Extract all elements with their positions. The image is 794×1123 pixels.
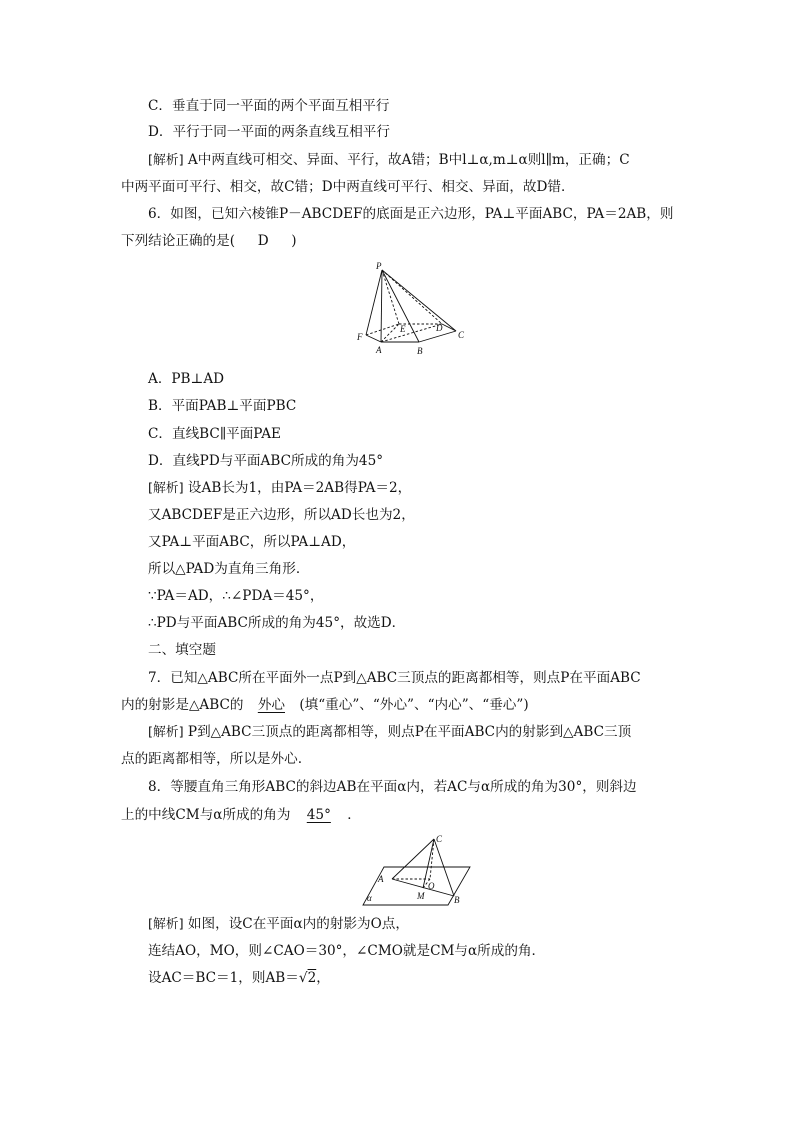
q8-answer: 45°: [306, 807, 331, 823]
label-f: F: [357, 332, 363, 342]
pyramid-figure: [352, 260, 470, 360]
q7-answer: 外心: [257, 697, 285, 713]
label-m: M: [417, 891, 425, 901]
q8-analysis-text-3-end: ，: [316, 970, 330, 986]
label-c2: C: [436, 834, 443, 844]
edge-pe: [382, 270, 399, 324]
label-b: B: [417, 346, 423, 356]
q5-analysis-line-2: 中两平面可平行、相交，故C错；D中两直线可平行、相交、异面，故D错．: [121, 179, 575, 195]
analysis-tag: [解析]: [148, 917, 184, 932]
q6-analysis-line-3: 又PA⊥平面ABC，所以PA⊥AD，: [148, 534, 356, 550]
q6-analysis-text-1: 设AB长为1，由PA＝2AB得PA＝2，: [187, 480, 412, 496]
label-e: E: [400, 324, 406, 334]
q6-option-b: B．平面PAB⊥平面PBC: [148, 398, 297, 414]
segment-co: [430, 839, 434, 879]
q6-analysis-line-4: 所以△PAD为直角三角形．: [148, 561, 310, 577]
q6-answer: D: [257, 233, 269, 249]
label-c: C: [458, 330, 465, 340]
q6-stem-text: 下列结论正确的是(: [121, 233, 236, 249]
q6-analysis-line-5: ∵PA＝AD，∴∠PDA＝45°，: [148, 588, 324, 604]
q5-analysis-text-1: A中两直线可相交、异面、平行，故A错；B中l⊥α,m⊥α则l∥m，正确；C: [187, 152, 630, 168]
q5-option-c: C．垂直于同一平面的两个平面互相平行: [148, 98, 390, 114]
q5-analysis-line-1: [148, 150, 630, 171]
sqrt-symbol: √: [298, 970, 308, 986]
q6-option-d: D．直线PD与平面ABC所成的角为45°: [148, 453, 384, 469]
edge-fa: [366, 335, 381, 342]
q7-stem-line-2: [121, 695, 529, 715]
label-a: A: [376, 345, 382, 355]
q6-analysis-line-1: [148, 478, 411, 499]
q6-stem-close: ): [291, 233, 297, 249]
q8-stem-end: ．: [347, 807, 361, 823]
label-o: O: [428, 881, 435, 891]
q7-stem-text: 内的射影是△ABC的: [121, 697, 244, 713]
q6-stem-line-1: 6．如图，已知六棱锥P－ABCDEF的底面是正六边形，PA⊥平面ABC，PA＝2AB，则: [148, 206, 674, 222]
q5-option-d: D．平行于同一平面的两条直线互相平行: [148, 124, 390, 140]
segment-ca: [392, 839, 434, 879]
q8-analysis-line-2: 连结AO，MO，则∠CAO＝30°，∠CMO就是CM与α所成的角．: [148, 943, 546, 959]
q8-stem-text: 上的中线CM与α所成的角为: [121, 807, 291, 823]
q8-analysis-text-1: 如图，设C在平面α内的射影为O点，: [187, 916, 409, 932]
pyramid-diagram: [352, 260, 470, 360]
q6-option-a: A．PB⊥AD: [148, 371, 225, 387]
q8-analysis-text-3: 设AC＝BC＝1，则AB＝: [148, 970, 299, 986]
edge-pa: [381, 270, 382, 342]
label-p: P: [376, 261, 382, 271]
q7-analysis-line-2: 点的距离都相等，所以是外心.: [121, 751, 303, 767]
edge-pd: [382, 270, 442, 324]
q7-analysis-line-1: [148, 722, 631, 743]
q6-analysis-line-2: 又ABCDEF是正六边形，所以AD长也为2，: [148, 507, 415, 523]
q8-stem-line-2: [121, 805, 361, 825]
label-alpha: α: [367, 893, 372, 903]
label-b2: B: [454, 895, 460, 905]
segment-cb: [434, 839, 454, 896]
q6-stem-line-2: [121, 231, 297, 251]
q8-stem-line-1: 8．等腰直角三角形ABC的斜边AB在平面α内，若AC与α所成的角为30°，则斜边: [148, 779, 637, 795]
q7-stem-hint: (填“重心”、“外心”、“内心”、“垂心”): [299, 697, 529, 713]
plane-diagram: [362, 831, 474, 909]
sqrt-radicand: 2: [307, 970, 317, 986]
q7-analysis-text-1: P到△ABC三顶点的距离都相等，则点P在平面ABC内的射影到△ABC三顶: [187, 724, 632, 740]
section-title: 二、填空题: [148, 642, 216, 658]
plane-figure: [362, 831, 474, 909]
analysis-tag: [解析]: [148, 481, 184, 496]
edge-pc: [382, 270, 456, 331]
analysis-tag: [解析]: [148, 725, 184, 740]
q8-analysis-line-1: [148, 914, 409, 935]
analysis-tag: [解析]: [148, 153, 184, 168]
label-d: D: [436, 323, 443, 333]
edge-pf: [366, 270, 382, 335]
q6-option-c: C．直线BC∥平面PAE: [148, 426, 281, 442]
q7-stem-line-1: 7．已知△ABC所在平面外一点P到△ABC三顶点的距离都相等，则点P在平面ABC: [148, 670, 641, 686]
q8-analysis-line-3: [148, 968, 330, 988]
q6-analysis-line-6: ∴PD与平面ABC所成的角为45°，故选D．: [148, 615, 406, 631]
label-a2: A: [378, 874, 384, 884]
